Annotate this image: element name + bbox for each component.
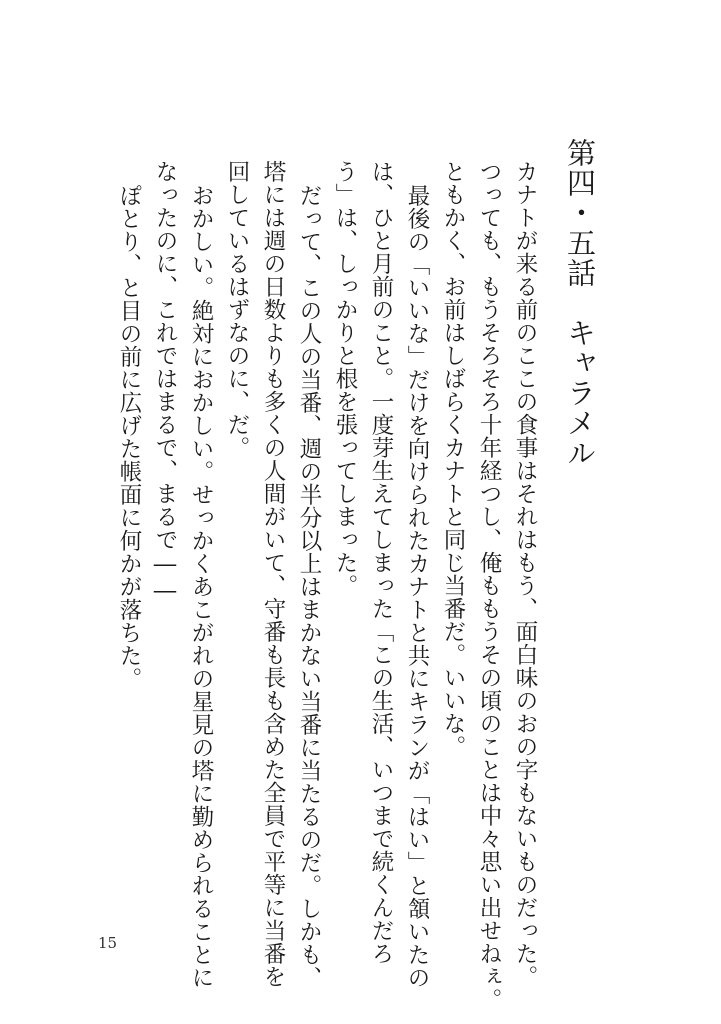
text-line: ぽとり、と目の前に広げた帳面に何かが落ちた。 — [116, 184, 142, 690]
text-line: う」は、しっかりと根を張ってしまった。 — [332, 160, 358, 597]
text-line: だって、この人の当番、週の半分以上はまかない当番に当たるのだ。しかも、 — [296, 184, 322, 989]
text-line: は、ひと月前のこと。一度芽生えてしまった「この生活、いつまで続くんだろ — [368, 160, 394, 965]
chapter-title: 第四・五話 キャラメル — [563, 138, 597, 468]
text-line: ともかく、お前はしばらくカナトと同じ当番だ。いいな。 — [440, 160, 466, 758]
text-line: カナトが来る前のここの食事はそれはもう、面白味のおの字もないものだった。 — [512, 160, 538, 988]
text-line: 塔には週の日数よりも多くの人間がいて、守番も長も含めた全員で平等に当番を — [260, 160, 286, 988]
page-number: 15 — [98, 934, 118, 952]
text-line: おかしい。絶対におかしい。せっかくあこがれの星見の塔に勤められることに — [188, 184, 214, 989]
text-line: 最後の「いいな」だけを向けられたカナトと共にキランが「はい」と頷いたの — [404, 184, 430, 989]
text-line: 回しているはずなのに、だ。 — [224, 160, 250, 459]
text-line: つっても、もうそろそろ十年経つし、俺ももうその頃のことは中々思い出せねぇ。 — [476, 160, 502, 1011]
text-line: なったのに、これではまるで、まるで―― — [152, 160, 178, 604]
